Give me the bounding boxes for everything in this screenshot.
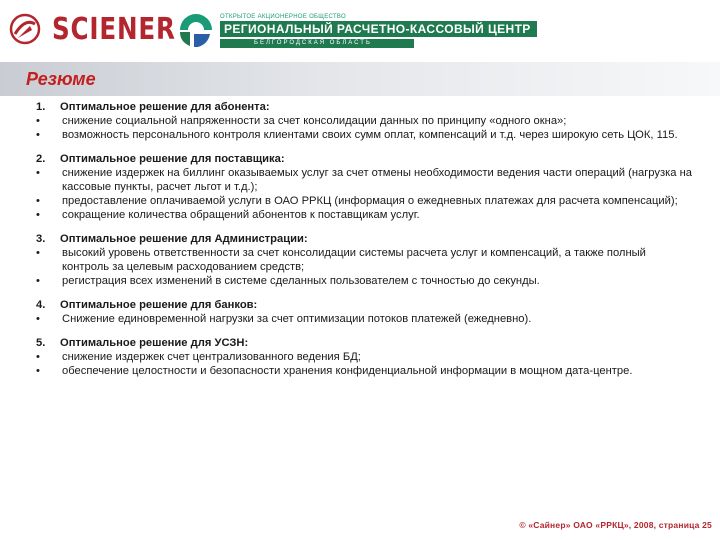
sciener-wordmark: SCIENER	[52, 11, 176, 47]
section-subscriber	[36, 100, 696, 142]
bullet-text: предоставление оплачиваемой услуги в ОАО РРКЦ (информация о ежедневных платежах для расчета компенсаций);	[62, 195, 678, 207]
page-title: Резюме	[26, 69, 96, 89]
bullet-text: Снижение единовременной нагрузки за счет оптимизации потоков платежей (ежедневно).	[62, 313, 532, 325]
summary-content	[36, 100, 696, 388]
bullet-text: обеспечение целостности и безопасности хранения конфиденциальной информации в мощном дата-центре.	[62, 365, 633, 377]
bullet-icon: •	[36, 351, 40, 363]
rkc-top-text: ОТКРЫТОЕ АКЦИОНЕРНОЕ ОБЩЕСТВО	[220, 13, 346, 20]
list-item	[36, 128, 696, 142]
rkc-emblem-icon	[176, 10, 216, 50]
section-number: 1.	[36, 101, 46, 113]
section-administration	[36, 232, 696, 288]
bullet-icon: •	[36, 313, 40, 325]
section-heading: Оптимальное решение для абонента:	[60, 101, 270, 113]
bullet-icon: •	[36, 115, 40, 127]
bullet-icon: •	[36, 209, 40, 221]
footer-copyright: © «Сайнер» ОАО «РРКЦ», 2008, страница 25	[519, 520, 712, 530]
sciener-logo	[8, 10, 203, 48]
list-item	[36, 208, 696, 222]
list-item	[36, 166, 696, 194]
bullet-icon: •	[36, 275, 40, 287]
rkc-main-text: РЕГИОНАЛЬНЫЙ РАСЧЕТНО-КАССОВЫЙ ЦЕНТР	[220, 21, 537, 37]
bullet-icon: •	[36, 167, 40, 179]
bullet-text: снижение издержек на биллинг оказываемых услуг за счет отмены необходимости ведения части операций (нагрузка на кассовые пункты, расчет льгот и т.д.);	[62, 167, 692, 193]
bullet-text: регистрация всех изменений в системе сделанных пользователем с точностью до секунды.	[62, 275, 540, 287]
bullet-text: сокращение количества обращений абонентов к поставщикам услуг.	[62, 209, 420, 221]
bullet-text: снижение социальной напряженности за счет консолидации данных по принципу «одного окна»;	[62, 115, 567, 127]
section-banks	[36, 298, 696, 326]
section-number: 3.	[36, 233, 46, 245]
section-number: 2.	[36, 153, 46, 165]
list-item	[36, 114, 696, 128]
header	[0, 0, 720, 62]
section-number: 5.	[36, 337, 46, 349]
sciener-globe-icon	[8, 12, 42, 46]
list-item	[36, 312, 696, 326]
bullet-text: возможность персонального контроля клиентами своих сумм оплат, компенсаций и т.д. через широкую сеть ЦОК, 115.	[62, 129, 678, 141]
bullet-text: снижение издержек счет централизованного ведения БД;	[62, 351, 361, 363]
rkc-logo	[176, 10, 537, 50]
section-heading: Оптимальное решение для УСЗН:	[60, 337, 249, 349]
list-item	[36, 350, 696, 364]
list-item	[36, 274, 696, 288]
list-item	[36, 194, 696, 208]
bullet-icon: •	[36, 365, 40, 377]
title-bar	[0, 62, 720, 96]
section-heading: Оптимальное решение для Администрации:	[60, 233, 308, 245]
section-number: 4.	[36, 299, 46, 311]
section-heading: Оптимальное решение для банков:	[60, 299, 258, 311]
bullet-icon: •	[36, 129, 40, 141]
bullet-icon: •	[36, 247, 40, 259]
rkc-bottom-text: БЕЛГОРОДСКАЯ ОБЛАСТЬ	[220, 39, 414, 48]
list-item	[36, 364, 696, 378]
bullet-icon: •	[36, 195, 40, 207]
section-uszn	[36, 336, 696, 378]
section-supplier	[36, 152, 696, 222]
section-heading: Оптимальное решение для поставщика:	[60, 153, 285, 165]
bullet-text: высокий уровень ответственности за счет консолидации системы расчета услуг и компенсаций, а также полный контроль за целевым расходованием средств;	[62, 247, 646, 273]
list-item	[36, 246, 696, 274]
